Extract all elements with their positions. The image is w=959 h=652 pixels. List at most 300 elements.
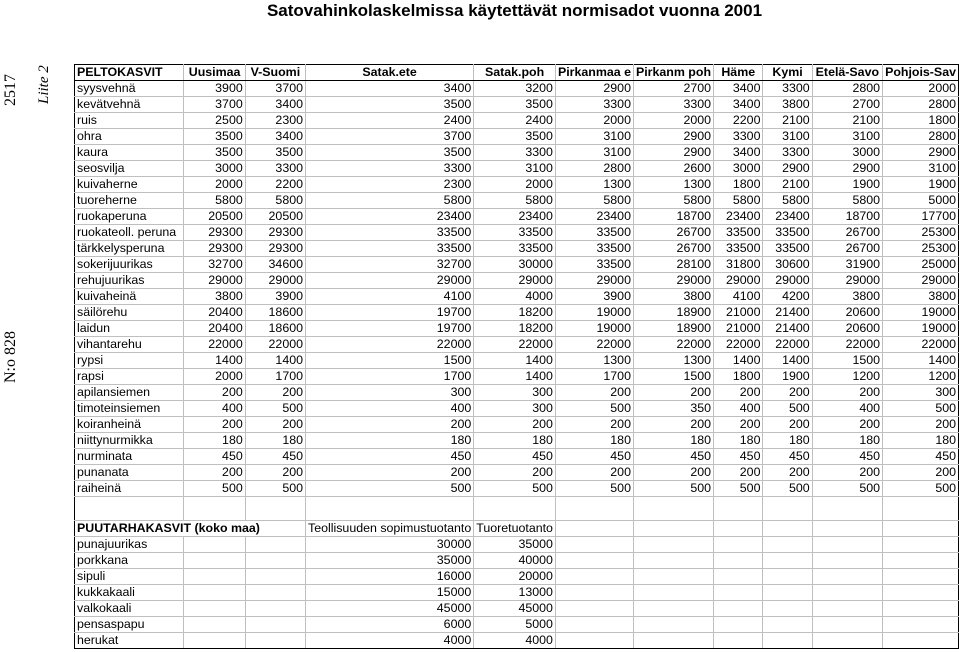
crop-name-cell: kevätvehnä: [75, 97, 184, 113]
yield-cell: 3500: [474, 129, 556, 145]
yield-cell: 450: [763, 449, 812, 465]
yield-cell: 5800: [474, 193, 556, 209]
yield-cell: 3100: [812, 129, 882, 145]
yield-cell: 35000: [306, 553, 474, 569]
yield-cell: 20500: [245, 209, 305, 225]
empty-cell: [555, 601, 633, 617]
yield-cell: 2000: [184, 177, 245, 193]
yield-cell: 33500: [555, 241, 633, 257]
yield-cell: 26700: [633, 225, 713, 241]
page-title: Satovahinkolaskelmissa käytettävät normisadot vuonna 2001: [266, 1, 763, 20]
yield-cell: 450: [883, 449, 959, 465]
yield-cell: 18700: [812, 209, 882, 225]
yield-cell: 1800: [714, 177, 763, 193]
yield-cell: 5800: [306, 193, 474, 209]
column-header: Etelä-Savo: [812, 65, 882, 81]
yield-cell: 19700: [306, 305, 474, 321]
yield-cell: 180: [633, 433, 713, 449]
table-row: [75, 369, 959, 385]
empty-cell: [812, 569, 882, 585]
yield-cell: 28100: [633, 257, 713, 273]
crop-name-cell: timoteinsiemen: [75, 401, 184, 417]
yield-cell: 22000: [812, 337, 882, 353]
yield-cell: 200: [883, 465, 959, 481]
yield-cell: 29000: [763, 273, 812, 289]
empty-cell: [714, 537, 763, 553]
empty-cell: [714, 617, 763, 633]
yield-cell: 3500: [306, 97, 474, 113]
yield-cell: 1300: [633, 353, 713, 369]
yield-cell: 500: [633, 481, 713, 497]
yield-cell: 23400: [474, 209, 556, 225]
yield-cell: 29000: [714, 273, 763, 289]
yield-cell: 1400: [474, 369, 556, 385]
yield-cell: 29000: [883, 273, 959, 289]
yield-cell: 2800: [812, 81, 882, 97]
yield-cell: 29300: [184, 241, 245, 257]
empty-cell: [883, 633, 959, 649]
empty-cell: [763, 633, 812, 649]
yield-cell: 5800: [184, 193, 245, 209]
yield-cell: 1400: [245, 353, 305, 369]
crop-name-cell: punajuurikas: [75, 537, 184, 553]
crop-name-cell: kukkakaali: [75, 585, 184, 601]
yield-cell: 180: [184, 433, 245, 449]
yield-cell: 1500: [812, 353, 882, 369]
yield-cell: 33500: [763, 241, 812, 257]
yield-cell: 3800: [883, 289, 959, 305]
yield-cell: 200: [184, 385, 245, 401]
yield-cell: 19000: [883, 305, 959, 321]
yield-cell: 500: [763, 481, 812, 497]
yield-cell: 29000: [245, 273, 305, 289]
yield-cell: 5800: [714, 193, 763, 209]
empty-cell: [245, 633, 305, 649]
yield-cell: 33500: [306, 225, 474, 241]
column-header: Kymi: [763, 65, 812, 81]
yield-cell: 200: [763, 465, 812, 481]
yield-cell: 450: [714, 449, 763, 465]
yield-cell: 450: [245, 449, 305, 465]
yield-cell: 19000: [883, 321, 959, 337]
yield-cell: 3700: [184, 97, 245, 113]
column-header: Häme: [714, 65, 763, 81]
empty-cell: [633, 633, 713, 649]
yield-cell: 3000: [184, 161, 245, 177]
yield-cell: 1500: [306, 353, 474, 369]
table-row: [75, 601, 959, 617]
column-header-fresh: Tuoretuotanto: [474, 521, 556, 537]
yield-cell: 21400: [763, 305, 812, 321]
empty-cell: [555, 521, 633, 537]
yield-cell: 5800: [763, 193, 812, 209]
table-row: [75, 97, 959, 113]
yield-cell: 200: [763, 417, 812, 433]
yield-cell: 3300: [763, 145, 812, 161]
yield-cell: 3900: [555, 289, 633, 305]
empty-cell: [812, 521, 882, 537]
empty-cell: [714, 601, 763, 617]
empty-cell: [763, 585, 812, 601]
yield-cell: 18900: [633, 305, 713, 321]
yield-cell: 3400: [714, 145, 763, 161]
crop-name-cell: kuivaheinä: [75, 289, 184, 305]
crop-name-cell: ruokaperuna: [75, 209, 184, 225]
table-row: [75, 353, 959, 369]
yield-cell: 5000: [883, 193, 959, 209]
yield-cell: 23400: [763, 209, 812, 225]
yield-cell: 22000: [763, 337, 812, 353]
table-row: [75, 289, 959, 305]
table-row: [75, 321, 959, 337]
yield-cell: 2900: [883, 145, 959, 161]
yield-cell: 29300: [245, 225, 305, 241]
yield-cell: 33500: [474, 241, 556, 257]
crop-name-cell: ruokateoll. peruna: [75, 225, 184, 241]
yield-cell: 13000: [474, 585, 556, 601]
empty-cell: [633, 521, 713, 537]
yield-cell: 300: [474, 385, 556, 401]
yield-cell: 200: [812, 417, 882, 433]
yield-cell: 33500: [306, 241, 474, 257]
yield-cell: 5800: [633, 193, 713, 209]
empty-cell: [812, 585, 882, 601]
crop-name-cell: apilansiemen: [75, 385, 184, 401]
empty-cell: [714, 521, 763, 537]
yield-cell: 1900: [883, 177, 959, 193]
yield-cell: 2800: [883, 129, 959, 145]
table-row: [75, 177, 959, 193]
yield-cell: 180: [883, 433, 959, 449]
yield-cell: 2100: [763, 113, 812, 129]
crop-name-cell: tuoreherne: [75, 193, 184, 209]
empty-cell: [763, 569, 812, 585]
yield-cell: 18700: [633, 209, 713, 225]
yield-cell: 21400: [763, 321, 812, 337]
yield-cell: 1400: [184, 353, 245, 369]
yield-cell: 2000: [883, 81, 959, 97]
yield-cell: 200: [812, 465, 882, 481]
table-row: [75, 257, 959, 273]
column-header: Pohjois-Sav: [883, 65, 959, 81]
crop-name-cell: pensaspapu: [75, 617, 184, 633]
yield-cell: 180: [306, 433, 474, 449]
yield-cell: 500: [184, 481, 245, 497]
yield-cell: 1900: [812, 177, 882, 193]
yield-cell: 200: [306, 417, 474, 433]
yield-cell: 2000: [555, 113, 633, 129]
yield-cell: 2900: [633, 129, 713, 145]
yield-cell: 3500: [474, 97, 556, 113]
yield-cell: 33500: [763, 225, 812, 241]
table-row: [75, 481, 959, 497]
table-row: [75, 465, 959, 481]
yield-cell: 29300: [245, 241, 305, 257]
yield-cell: 33500: [555, 257, 633, 273]
field-crops-header-row: [75, 65, 959, 81]
norm-yield-table: [74, 64, 959, 649]
section-header-field-crops: PELTOKASVIT: [75, 65, 184, 81]
empty-cell: [245, 537, 305, 553]
table-row: [75, 129, 959, 145]
yield-cell: 4200: [763, 289, 812, 305]
yield-cell: 22000: [306, 337, 474, 353]
yield-cell: 2100: [763, 177, 812, 193]
yield-cell: 35000: [474, 537, 556, 553]
empty-cell: [883, 601, 959, 617]
table-row: [75, 113, 959, 129]
yield-cell: 22000: [555, 337, 633, 353]
crop-name-cell: punanata: [75, 465, 184, 481]
empty-cell: [633, 537, 713, 553]
yield-cell: 1300: [555, 353, 633, 369]
empty-cell: [633, 553, 713, 569]
yield-cell: 400: [184, 401, 245, 417]
empty-cell: [245, 569, 305, 585]
yield-cell: 4100: [714, 289, 763, 305]
empty-cell: [763, 601, 812, 617]
crop-name-cell: rapsi: [75, 369, 184, 385]
yield-cell: 3000: [714, 161, 763, 177]
yield-cell: 450: [812, 449, 882, 465]
yield-cell: 200: [555, 417, 633, 433]
yield-cell: 29000: [474, 273, 556, 289]
yield-cell: 2000: [633, 113, 713, 129]
yield-cell: 180: [714, 433, 763, 449]
yield-cell: 1400: [883, 353, 959, 369]
empty-cell: [633, 585, 713, 601]
yield-cell: 2600: [633, 161, 713, 177]
yield-cell: 200: [184, 417, 245, 433]
yield-cell: 25000: [883, 257, 959, 273]
yield-cell: 5800: [245, 193, 305, 209]
yield-cell: 1400: [714, 353, 763, 369]
yield-cell: 200: [714, 465, 763, 481]
empty-cell: [812, 537, 882, 553]
yield-cell: 3500: [184, 145, 245, 161]
crop-name-cell: laidun: [75, 321, 184, 337]
document-number: N:o 828: [2, 331, 19, 383]
yield-cell: 3400: [245, 97, 305, 113]
yield-cell: 3800: [184, 289, 245, 305]
yield-cell: 1400: [763, 353, 812, 369]
crop-name-cell: sipuli: [75, 569, 184, 585]
yield-cell: 20400: [184, 321, 245, 337]
yield-cell: 2900: [633, 145, 713, 161]
crop-name-cell: kaura: [75, 145, 184, 161]
crop-name-cell: vihantarehu: [75, 337, 184, 353]
empty-cell: [763, 617, 812, 633]
yield-cell: 33500: [555, 225, 633, 241]
yield-cell: 6000: [306, 617, 474, 633]
column-header: Pirkanm poh: [633, 65, 713, 81]
empty-cell: [555, 617, 633, 633]
yield-cell: 22000: [633, 337, 713, 353]
column-header: Pirkanmaa e: [555, 65, 633, 81]
yield-cell: 450: [474, 449, 556, 465]
crop-name-cell: rehujuurikas: [75, 273, 184, 289]
crop-name-cell: raiheinä: [75, 481, 184, 497]
yield-cell: 2800: [555, 161, 633, 177]
yield-cell: 3300: [633, 97, 713, 113]
yield-cell: 18600: [245, 305, 305, 321]
empty-cell: [883, 537, 959, 553]
empty-cell: [714, 633, 763, 649]
yield-cell: 20500: [184, 209, 245, 225]
yield-cell: 31900: [812, 257, 882, 273]
empty-cell: [555, 553, 633, 569]
yield-cell: 450: [633, 449, 713, 465]
yield-cell: 2100: [812, 113, 882, 129]
yield-cell: 1800: [883, 113, 959, 129]
empty-cell: [883, 585, 959, 601]
yield-cell: 1700: [555, 369, 633, 385]
crop-name-cell: sokerijuurikas: [75, 257, 184, 273]
crop-name-cell: kuivaherne: [75, 177, 184, 193]
yield-cell: 1700: [245, 369, 305, 385]
yield-cell: 3100: [555, 129, 633, 145]
empty-cell: [883, 553, 959, 569]
yield-cell: 1300: [555, 177, 633, 193]
yield-cell: 23400: [714, 209, 763, 225]
yield-cell: 180: [474, 433, 556, 449]
yield-cell: 1200: [812, 369, 882, 385]
empty-cell: [633, 601, 713, 617]
yield-cell: 33500: [714, 225, 763, 241]
yield-cell: 2200: [714, 113, 763, 129]
yield-cell: 300: [474, 401, 556, 417]
yield-cell: 180: [812, 433, 882, 449]
table-row: [75, 449, 959, 465]
table-row: [75, 305, 959, 321]
yield-cell: 23400: [306, 209, 474, 225]
empty-cell: [812, 617, 882, 633]
yield-cell: 18600: [245, 321, 305, 337]
crop-name-cell: ruis: [75, 113, 184, 129]
yield-cell: 26700: [633, 241, 713, 257]
crop-name-cell: porkkana: [75, 553, 184, 569]
empty-cell: [763, 553, 812, 569]
yield-cell: 34600: [245, 257, 305, 273]
yield-cell: 1500: [633, 369, 713, 385]
yield-cell: 3400: [245, 129, 305, 145]
yield-cell: 200: [714, 417, 763, 433]
table-row: [75, 537, 959, 553]
yield-cell: 19700: [306, 321, 474, 337]
appendix-label: Liite 2: [36, 65, 52, 104]
garden-crops-header-row: [75, 521, 959, 537]
yield-cell: 3300: [306, 161, 474, 177]
yield-cell: 29000: [555, 273, 633, 289]
section-spacer: [75, 497, 959, 521]
yield-cell: 3100: [883, 161, 959, 177]
empty-cell: [184, 617, 245, 633]
crop-name-cell: valkokaali: [75, 601, 184, 617]
yield-cell: 3500: [306, 145, 474, 161]
yield-cell: 500: [883, 401, 959, 417]
yield-cell: 500: [555, 481, 633, 497]
yield-cell: 500: [306, 481, 474, 497]
yield-cell: 21000: [714, 305, 763, 321]
yield-cell: 4100: [306, 289, 474, 305]
yield-cell: 15000: [306, 585, 474, 601]
yield-cell: 2900: [763, 161, 812, 177]
empty-cell: [184, 633, 245, 649]
yield-cell: 3300: [474, 145, 556, 161]
empty-cell: [812, 601, 882, 617]
yield-cell: 18200: [474, 321, 556, 337]
yield-cell: 180: [245, 433, 305, 449]
yield-cell: 200: [555, 385, 633, 401]
yield-cell: 3400: [306, 81, 474, 97]
yield-cell: 200: [763, 385, 812, 401]
yield-cell: 5800: [555, 193, 633, 209]
empty-cell: [184, 601, 245, 617]
yield-cell: 450: [306, 449, 474, 465]
yield-cell: 4000: [474, 633, 556, 649]
yield-cell: 17700: [883, 209, 959, 225]
yield-cell: 200: [633, 385, 713, 401]
yield-cell: 1300: [633, 177, 713, 193]
empty-cell: [812, 553, 882, 569]
yield-cell: 500: [883, 481, 959, 497]
table-row: [75, 633, 959, 649]
yield-cell: 30000: [474, 257, 556, 273]
yield-cell: 500: [245, 481, 305, 497]
empty-cell: [245, 585, 305, 601]
yield-cell: 450: [184, 449, 245, 465]
yield-cell: 3300: [763, 81, 812, 97]
yield-cell: 200: [474, 465, 556, 481]
table-row: [75, 241, 959, 257]
yield-cell: 29300: [184, 225, 245, 241]
yield-cell: 200: [633, 417, 713, 433]
yield-cell: 3400: [714, 97, 763, 113]
yield-cell: 2000: [474, 177, 556, 193]
yield-cell: 200: [245, 417, 305, 433]
crop-name-cell: syysvehnä: [75, 81, 184, 97]
empty-cell: [184, 537, 245, 553]
empty-cell: [245, 617, 305, 633]
yield-cell: 5800: [812, 193, 882, 209]
yield-cell: 2500: [184, 113, 245, 129]
table-row: [75, 193, 959, 209]
yield-cell: 4000: [306, 633, 474, 649]
empty-cell: [714, 553, 763, 569]
yield-cell: 300: [306, 385, 474, 401]
empty-cell: [883, 521, 959, 537]
yield-cell: 1200: [883, 369, 959, 385]
yield-cell: 2300: [245, 113, 305, 129]
yield-cell: 200: [812, 385, 882, 401]
yield-cell: 40000: [474, 553, 556, 569]
garden-crops-section: [75, 521, 959, 649]
crop-name-cell: seosvilja: [75, 161, 184, 177]
column-header-industry: Teollisuuden sopimustuotanto: [306, 521, 474, 537]
yield-cell: 200: [714, 385, 763, 401]
column-header: Satak.ete: [306, 65, 474, 81]
crop-name-cell: herukat: [75, 633, 184, 649]
yield-cell: 3900: [245, 289, 305, 305]
yield-cell: 500: [812, 481, 882, 497]
yield-cell: 30600: [763, 257, 812, 273]
section-header-garden-crops: PUUTARHAKASVIT (koko maa): [75, 521, 306, 537]
yield-cell: 20400: [184, 305, 245, 321]
yield-cell: 3900: [184, 81, 245, 97]
crop-name-cell: nurminata: [75, 449, 184, 465]
yield-cell: 400: [306, 401, 474, 417]
yield-cell: 19000: [555, 321, 633, 337]
